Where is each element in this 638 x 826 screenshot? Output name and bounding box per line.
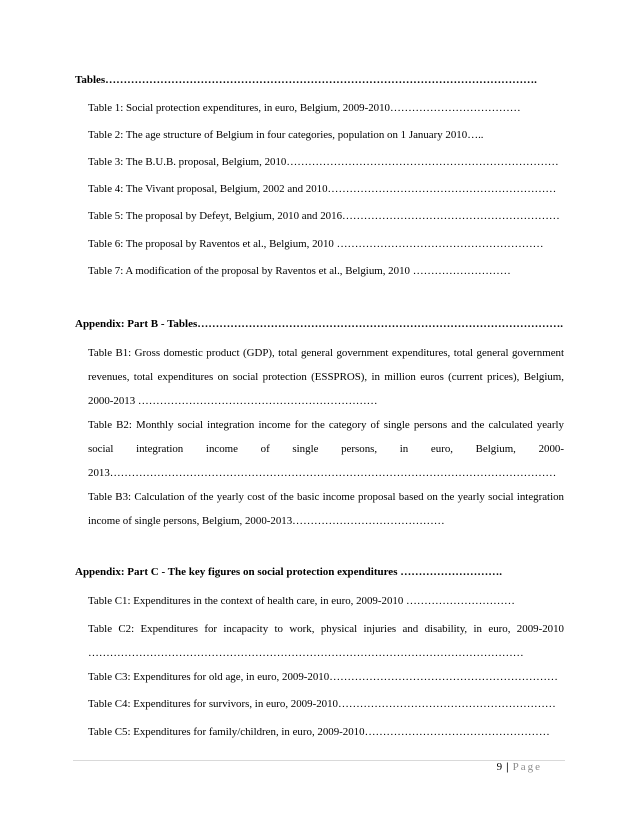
footer-separator: |: [506, 761, 509, 773]
toc-entry-table-c3[interactable]: Table C3: Expenditures for old age, in euro, 2009-2010………………………………………………………: [88, 671, 558, 683]
toc-entry-table-c1[interactable]: Table C1: Expenditures in the context of health care, in euro, 2009-2010 …………………………: [88, 595, 515, 607]
page-footer: [497, 761, 542, 773]
section-heading-appendix-b: Appendix: Part B - Tables……………………………………………………………………………………….: [75, 318, 563, 330]
section-heading-appendix-c: Appendix: Part C - The key figures on social protection expenditures ……………………….: [75, 566, 502, 578]
toc-entry-table-c4[interactable]: Table C4: Expenditures for survivors, in euro, 2009-2010……………………………………………………: [88, 698, 556, 710]
toc-entry-table-b2[interactable]: Table B2: Monthly social integration income for the category of single persons and the calculated yearly social integration income of single persons, in euro, Belgium, 2000-2013……………………………………………………………………………………………………………: [88, 419, 564, 479]
toc-entry-table-4[interactable]: Table 4: The Vivant proposal, Belgium, 2002 and 2010………………………………………………………: [88, 183, 557, 195]
toc-entry-table-b3[interactable]: Table B3: Calculation of the yearly cost of the basic income proposal based on the yearly social integration income of single persons, Belgium, 2000-2013……………………………………: [88, 491, 564, 527]
toc-entry-table-b1[interactable]: Table B1: Gross domestic product (GDP), total general government expenditures, total general government revenues, total expenditures on social protection (ESSPROS), in million euros (current prices), Belgium, 2000-2013 …………………………………………………………: [88, 347, 564, 407]
toc-entry-table-1[interactable]: Table 1: Social protection expenditures, in euro, Belgium, 2009-2010………………………………: [88, 102, 521, 114]
toc-entry-table-3[interactable]: Table 3: The B.U.B. proposal, Belgium, 2010…………………………………………………………………: [88, 156, 559, 168]
toc-entry-table-6[interactable]: Table 6: The proposal by Raventos et al., Belgium, 2010 …………………………………………………: [88, 238, 544, 250]
section-heading-tables: Tables……………………………………………………………………………………………………….: [75, 74, 537, 86]
page-number: 9: [496, 761, 503, 773]
toc-entry-table-7[interactable]: Table 7: A modification of the proposal by Raventos et al., Belgium, 2010 ………………………: [88, 265, 511, 277]
footer-divider: [73, 760, 565, 761]
toc-entry-table-c2[interactable]: Table C2: Expenditures for incapacity to work, physical injuries and disability, in euro, 2009-2010 …………………………………………………………………………………………………………: [88, 623, 564, 659]
page-label: Page: [512, 761, 542, 773]
toc-entry-table-5[interactable]: Table 5: The proposal by Defeyt, Belgium, 2010 and 2016……………………………………………………: [88, 210, 560, 222]
toc-entry-table-2[interactable]: Table 2: The age structure of Belgium in four categories, population on 1 January 2010…..: [88, 129, 484, 141]
toc-entry-table-c5[interactable]: Table C5: Expenditures for family/children, in euro, 2009-2010……………………………………………: [88, 726, 550, 738]
